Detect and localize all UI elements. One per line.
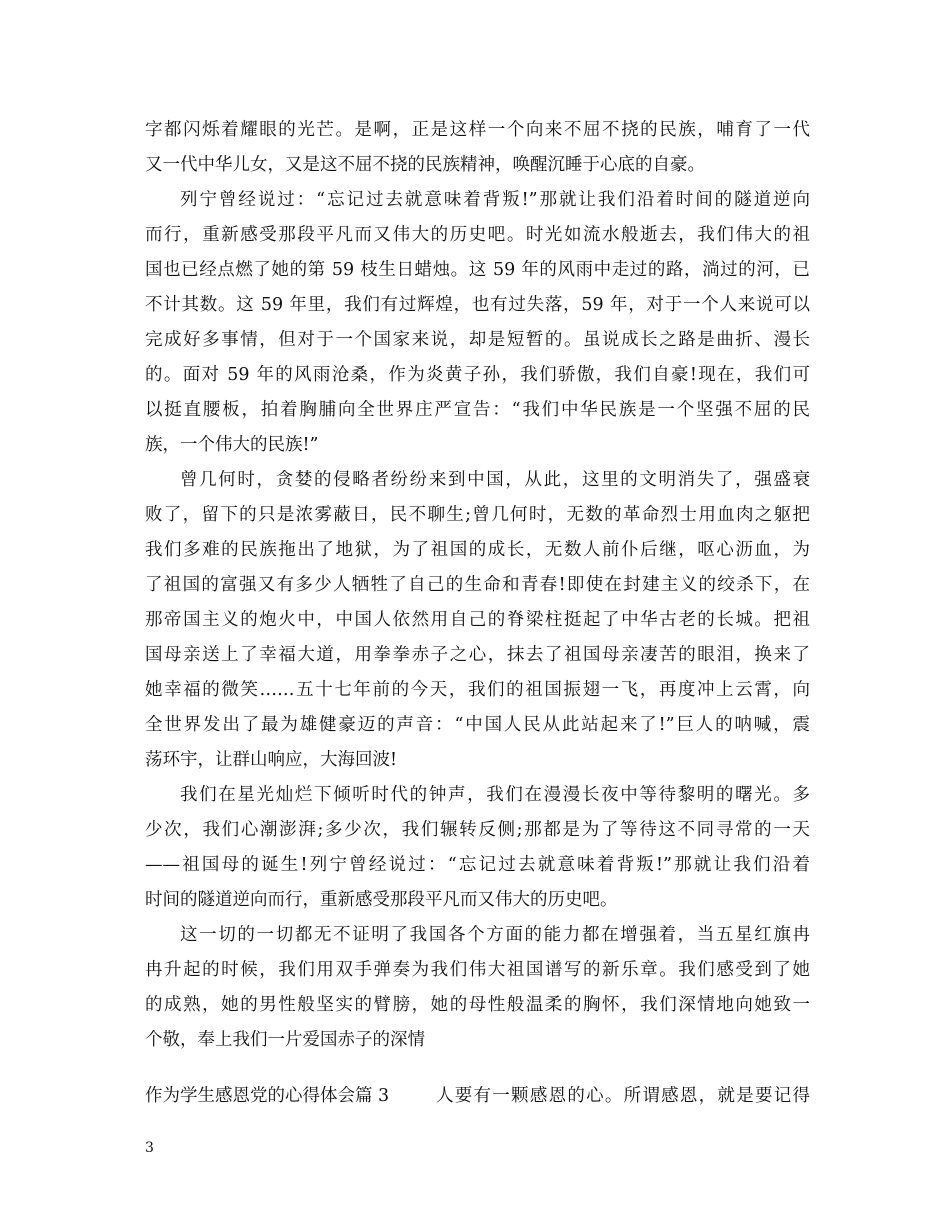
- paragraph-line: 她幸福的微笑……五十七年前的今天，我们的祖国振翅一飞，再度冲上云霄，向: [145, 680, 810, 700]
- paragraph-line: 全世界发出了最为雄健豪迈的声音：“中国人民从此站起来了!”巨人的呐喊，震: [145, 715, 810, 735]
- paragraph-line: 不计其数。这 59 年里，我们有过辉煌，也有过失落，59 年，对于一个人来说可以: [145, 295, 810, 315]
- paragraph-line: 这一切的一切都无不证明了我国各个方面的能力都在增强着，当五星红旗冉: [180, 925, 810, 945]
- paragraph-line: 冉升起的时候，我们用双手弹奏为我们伟大祖国谱写的新乐章。我们感受到了她: [145, 960, 810, 980]
- paragraph-line: 少次，我们心潮澎湃;多少次，我们辗转反侧;那都是为了等待这不同寻常的一天: [145, 820, 810, 840]
- paragraph-line: ——祖国母的诞生!列宁曾经说过：“忘记过去就意味着背叛!”那就让我们沿着: [145, 855, 810, 875]
- paragraph-line: 了祖国的富强又有多少人牺牲了自己的生命和青春!即使在封建主义的绞杀下，在: [145, 575, 810, 595]
- paragraph-line: 完成好多事情，但对于一个国家来说，却是短暂的。虽说成长之路是曲折、漫长: [145, 330, 810, 350]
- paragraph-line: 的。面对 59 年的风雨沧桑，作为炎黄子孙，我们骄傲，我们自豪!现在，我们可: [145, 365, 810, 385]
- paragraph-line: 以挺直腰板，拍着胸脯向全世界庄严宣告：“我们中华民族是一个坚强不屈的民: [145, 400, 810, 420]
- paragraph-line: 族，一个伟大的民族!”: [145, 435, 319, 455]
- paragraph-line: 国也已经点燃了她的第 59 枝生日蜡烛。这 59 年的风雨中走过的路，淌过的河，已: [145, 260, 810, 280]
- paragraph-line: 字都闪烁着耀眼的光芒。是啊，正是这样一个向来不屈不挠的民族，哺育了一代: [145, 120, 810, 140]
- paragraph-line: 曾几何时，贪婪的侵略者纷纷来到中国，从此，这里的文明消失了，强盛衰: [180, 470, 810, 490]
- paragraph-line: 我们在星光灿烂下倾听时代的钟声，我们在漫漫长夜中等待黎明的曙光。多: [180, 785, 810, 805]
- paragraph-line: 时间的隧道逆向而行，重新感受那段平凡而又伟大的历史吧。: [145, 890, 618, 910]
- paragraph-line: 国母亲送上了幸福大道，用拳拳赤子之心，抹去了祖国母亲凄苦的眼泪，换来了: [145, 645, 810, 665]
- section-intro-text: 人要有一颗感恩的心。所谓感恩，就是要记得: [436, 1086, 810, 1106]
- paragraph-line: 荡环宇，让群山响应，大海回波!: [145, 750, 398, 770]
- section-title: 作为学生感恩党的心得体会篇 3: [145, 1086, 390, 1106]
- paragraph-line: 的成熟，她的男性般坚实的臂膀，她的母性般温柔的胸怀，我们深情地向她致一: [145, 995, 810, 1015]
- page-number: 3: [145, 1140, 154, 1156]
- paragraph-line: 而行，重新感受那段平凡而又伟大的历史吧。时光如流水般逝去，我们伟大的祖: [145, 225, 810, 245]
- paragraph-line: 那帝国主义的炮火中，中国人依然用自己的脊梁柱挺起了中华古老的长城。把祖: [145, 610, 810, 630]
- paragraph-line: 我们多难的民族拖出了地狱，为了祖国的成长，无数人前仆后继，呕心沥血，为: [145, 540, 810, 560]
- paragraph-line: 败了，留下的只是浓雾蔽日，民不聊生;曾几何时，无数的革命烈士用血肉之躯把: [145, 505, 810, 525]
- paragraph-line: 列宁曾经说过：“忘记过去就意味着背叛!”那就让我们沿着时间的隧道逆向: [180, 190, 810, 210]
- paragraph-line: 又一代中华儿女，又是这不屈不挠的民族精神，唤醒沉睡于心底的自豪。: [145, 155, 705, 175]
- paragraph-line: 个敬，奉上我们一片爱国赤子的深情: [145, 1030, 425, 1050]
